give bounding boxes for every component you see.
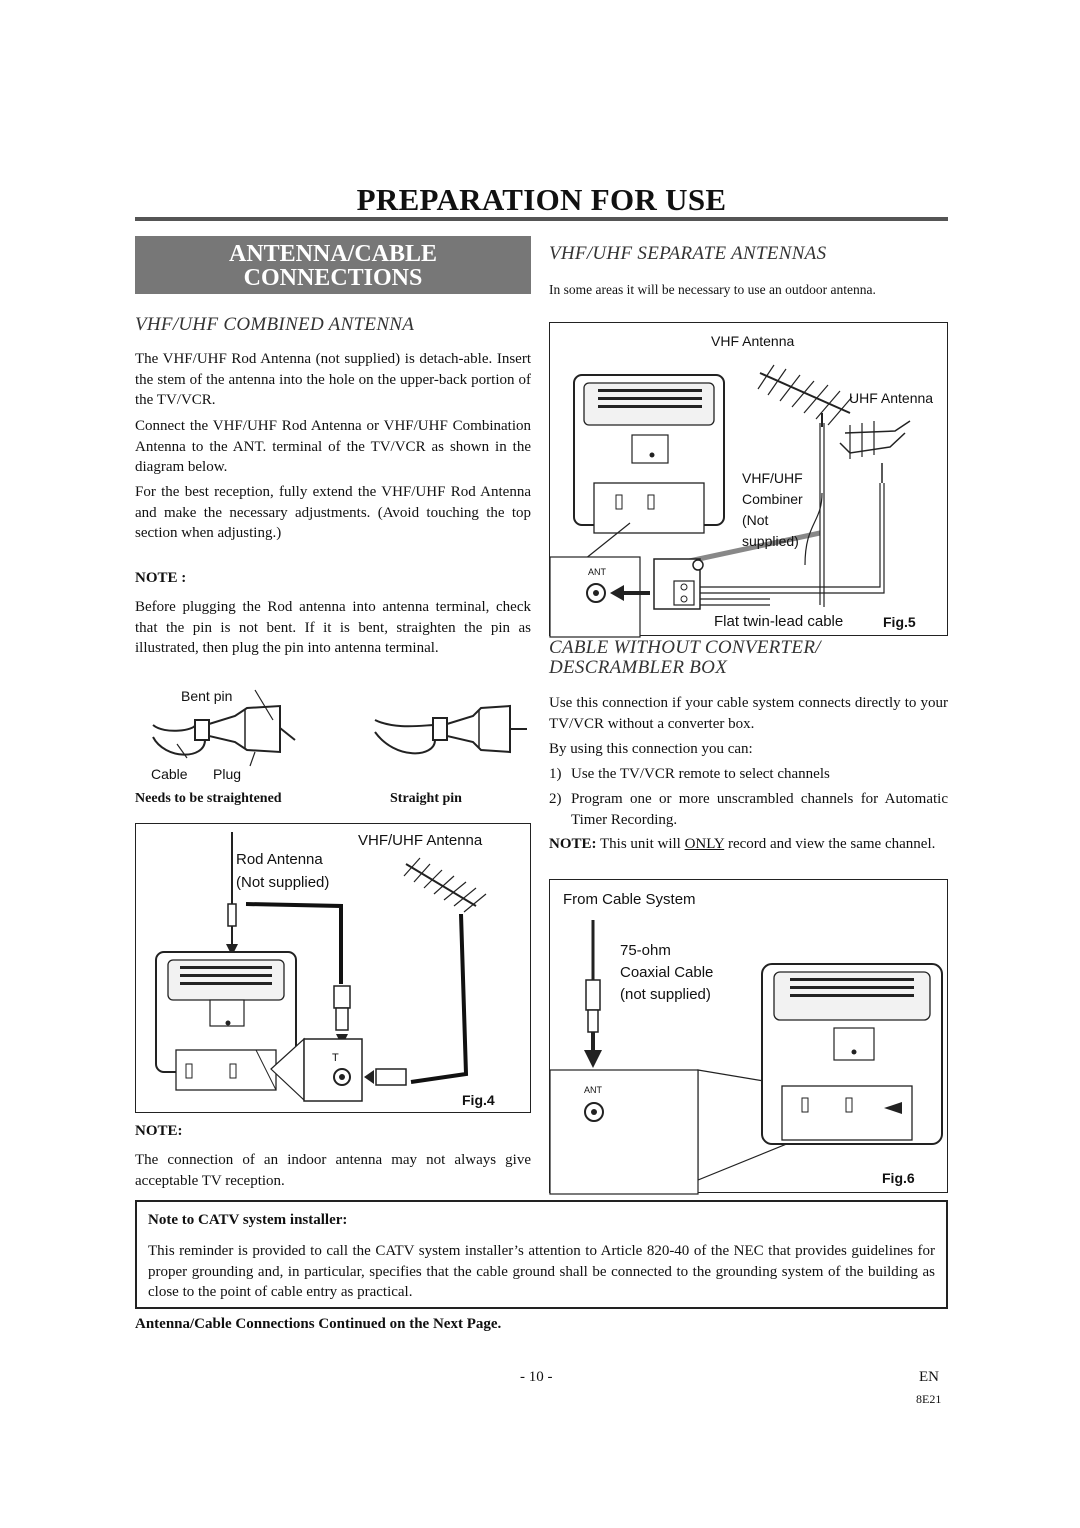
bent-pin-label: Bent pin [181, 688, 233, 704]
continued-note: Antenna/Cable Connections Continued on the Next Page. [135, 1316, 502, 1332]
fig5-label: Fig.5 [883, 614, 916, 630]
fig6-ant: ANT [584, 1085, 602, 1095]
fig6-coax: Coaxial Cable [620, 964, 714, 981]
cable-p1: Use this connection if your cable system connects directly to your TV/VCR without a converter box. [549, 695, 948, 732]
cable-item2: Program one or more unscrambled channels for Automatic Timer Recording. [571, 791, 948, 828]
note2-heading: NOTE: [135, 1123, 183, 1139]
fig6-not-supplied: (not supplied) [620, 986, 711, 1003]
separate-intro: In some areas it will be necessary to use an outdoor antenna. [549, 282, 876, 297]
fig5-flat-cable: Flat twin-lead cable [714, 613, 844, 630]
note-heading: NOTE : [135, 570, 187, 586]
cable-note-label: NOTE: [549, 836, 597, 852]
fig4-terminal: T [332, 1052, 339, 1064]
figure-4 [135, 823, 531, 1113]
fig6-ohm: 75-ohm [620, 942, 671, 959]
note-text: Before plugging the Rod antenna into antenna terminal, check that the pin is not bent. If it is bent, straighten the pin as illustrated, then plug the pin into antenna terminal. [135, 599, 531, 656]
fig6-drawing [550, 880, 949, 1194]
fig4-drawing [136, 824, 532, 1114]
section-title-line2: CONNECTIONS [243, 265, 423, 291]
cable-item1-num: 1) [549, 766, 562, 782]
fig5-vhf-antenna: VHF Antenna [711, 333, 795, 349]
catv-heading: Note to CATV system installer: [148, 1212, 348, 1228]
fig5-combiner-3: (Not [742, 512, 769, 528]
plug-label: Plug [213, 766, 242, 782]
combined-p2: Connect the VHF/UHF Rod Antenna or VHF/UHF Combination Antenna to the ANT. terminal of the TV/VCR as shown in the diagram below. [135, 418, 531, 475]
fig4-not-supplied: (Not supplied) [236, 874, 330, 891]
combined-p1: The VHF/UHF Rod Antenna (not supplied) is detach-able. Insert the stem of the antenna into the hole on the upper-back portion of the TV/VCR. [135, 351, 531, 408]
fig6-label: Fig.6 [882, 1170, 915, 1186]
catv-note-box [135, 1200, 948, 1309]
pin-caption-right: Straight pin [390, 791, 462, 806]
section-title-line1: ANTENNA/CABLE [228, 241, 438, 267]
cable-heading-line1: CABLE WITHOUT CONVERTER/ [549, 637, 821, 658]
cable-p2: By using this connection you can: [549, 741, 753, 757]
cable-item2-num: 2) [549, 791, 562, 807]
section-title-box [135, 236, 531, 294]
separate-heading: VHF/UHF SEPARATE ANTENNAS [549, 243, 827, 264]
cable-item1: Use the TV/VCR remote to select channels [571, 766, 830, 782]
fig4-rod-antenna: Rod Antenna [236, 851, 323, 868]
cable-note-text-a: This unit will [596, 836, 685, 852]
combined-heading: VHF/UHF COMBINED ANTENNA [135, 314, 415, 335]
figure-6 [549, 879, 948, 1193]
fig5-uhf-antenna: UHF Antenna [849, 390, 934, 406]
fig6-from-cable: From Cable System [563, 891, 696, 908]
cable-note-only: ONLY [684, 836, 725, 852]
fig5-combiner-4: supplied) [742, 533, 799, 549]
fig5-combiner-2: Combiner [742, 491, 803, 507]
page-title: PREPARATION FOR USE [356, 182, 727, 217]
cable-note [549, 834, 948, 855]
pin-illustration [135, 680, 531, 790]
cable-label: Cable [151, 766, 188, 782]
fig5-ant: ANT [588, 567, 606, 577]
pin-caption-left: Needs to be straightened [135, 791, 282, 806]
fig4-label: Fig.4 [462, 1092, 495, 1108]
language-code: EN [919, 1369, 939, 1385]
note2-text: The connection of an indoor antenna may not always give acceptable TV reception. [135, 1152, 531, 1189]
fig4-vhf-uhf-antenna: VHF/UHF Antenna [358, 832, 483, 849]
catv-text: This reminder is provided to call the CATV system installer’s attention to Article 820-40 of the NEC that provides guidelines for proper grounding and, in particular, specifies that the cable ground shall be connected to the grounding system of the building as close to the point of cable entry as practical. [148, 1243, 935, 1300]
cable-note-text-b: record and view the same channel. [724, 836, 936, 852]
title-rule [135, 217, 948, 221]
combined-p3: For the best reception, fully extend the VHF/UHF Rod Antenna and make the necessary adjustments. (Avoid touching the top section when adjusting.) [135, 484, 531, 541]
page-number: - 10 - [520, 1369, 553, 1385]
cable-heading [549, 638, 821, 678]
document-code: 8E21 [916, 1392, 942, 1406]
figure-5 [549, 322, 948, 636]
fig5-combiner-1: VHF/UHF [742, 470, 803, 486]
cable-heading-line2: DESCRAMBLER BOX [549, 657, 728, 678]
